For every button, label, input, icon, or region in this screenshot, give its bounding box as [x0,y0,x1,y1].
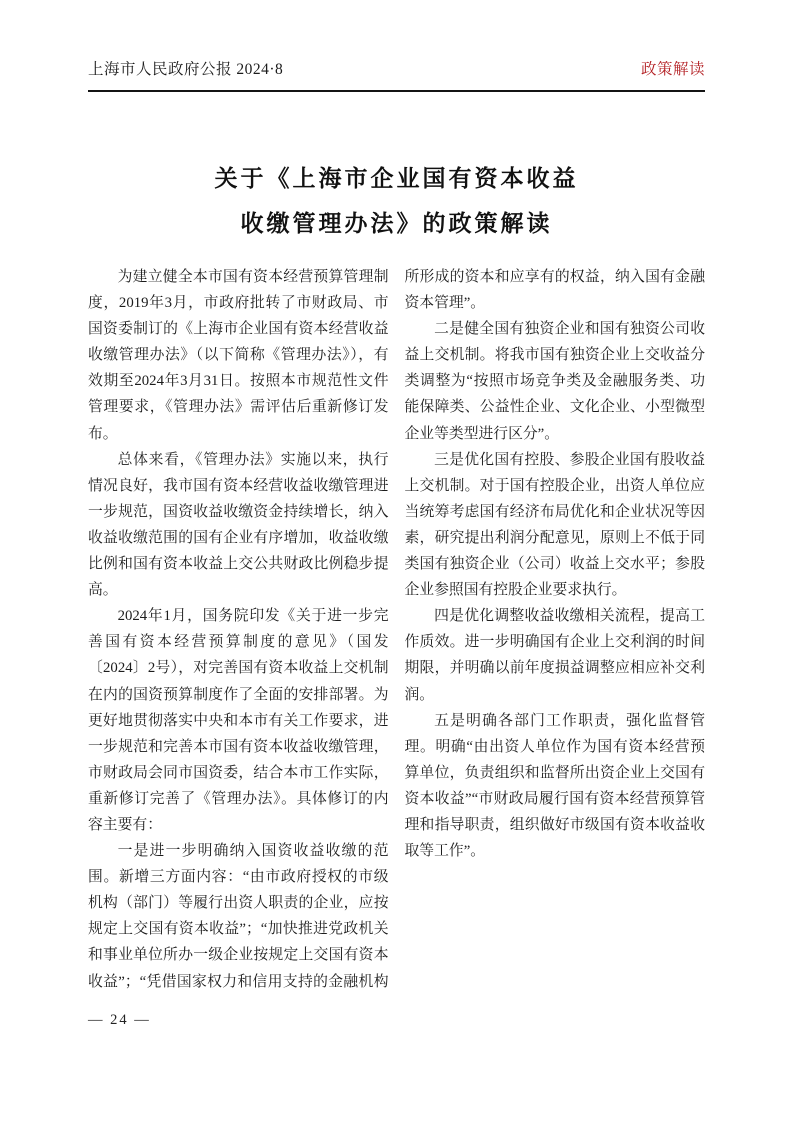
article-paragraph: 为建立健全本市国有资本经营预算管理制度，2019年3月，市政府批转了市财政局、市国资委制订的《上海市企业国有资本经营收益收缴管理办法》（以下简称《管理办法》），有效期至2024年3月31日。按照本市规范性文件管理要求，《管理办法》需评估后重新修订发布。 [88,269,389,442]
page-header [88,57,705,79]
journal-title: 上海市人民政府公报 2024·8 [88,61,284,78]
article-paragraph: 二是健全国有独资企业和国有独资公司收益上交机制。将我市国有独资企业上交收益分类调整为“按照市场竞争类及金融服务类、功能保障类、公益性企业、文化企业、小型微型企业等类型进行区分”。 [404,321,705,442]
page-footer [88,1012,151,1029]
article-paragraph: 一是进一步明确纳入国资收益收缴的范围。新增三方面内容：“由市政府授权的市级机构（部门）等履行出资人职责的企业，应按规定上交国有资本收益”；“加快推进党政机关和事业单位所办一级企业按规定上交国有资本收益”；“凭借国家权力和信用支持的金融机构所形成的资本和应享有的权益，纳入国有金融资本管理”。 [88,269,705,990]
article-paragraph: 总体来看，《管理办法》实施以来，执行情况良好，我市国有资本经营收益收缴管理进一步规范，国资收益收缴资金持续增长，纳入收益收缴范围的国有企业有序增加，收益收缴比例和国有资本收益上交公共财政比例稳步提高。 [88,451,389,599]
article-body [88,264,705,998]
section-label: 政策解读 [640,61,705,78]
article-title [88,156,705,246]
article-paragraph: 五是明确各部门工作职责，强化监督管理。明确“由出资人单位作为国有资本经营预算单位，负责组织和监督所出资企业上交国有资本收益”“市财政局履行国有资本经营预算管理和指导职责，组织做好市级国有资本收益收取等工作”。 [404,712,705,860]
article-paragraph: 2024年1月，国务院印发《关于进一步完善国有资本经营预算制度的意见》（国发〔2024〕2号），对完善国有资本收益上交机制在内的国资预算制度作了全面的安排部署。为更好地贯彻落实中央和本市有关工作要求，进一步规范和完善本市国有资本收益收缴管理，市财政局会同市国资委，结合本市工作实际，重新修订完善了《管理办法》。具体修订的内容主要有： [88,608,389,833]
page-number: — 24 — [88,1012,151,1028]
article-title-line-1: 关于《上海市企业国有资本收益 [214,165,579,191]
article-title-line-2: 收缴管理办法》的政策解读 [240,210,553,236]
article-paragraph: 三是优化国有控股、参股企业国有股收益上交机制。对于国有控股企业，出资人单位应当统筹考虑国有经济布局优化和企业状况等因素，研究提出利润分配意见，原则上不低于同类国有独资企业（公司）收益上交水平；参股企业参照国有控股企业要求执行。 [404,451,705,599]
header-divider [88,90,705,92]
article-paragraph: 四是优化调整收益收缴相关流程，提高工作质效。进一步明确国有企业上交利润的时间期限，并明确以前年度损益调整应相应补交利润。 [404,608,705,703]
